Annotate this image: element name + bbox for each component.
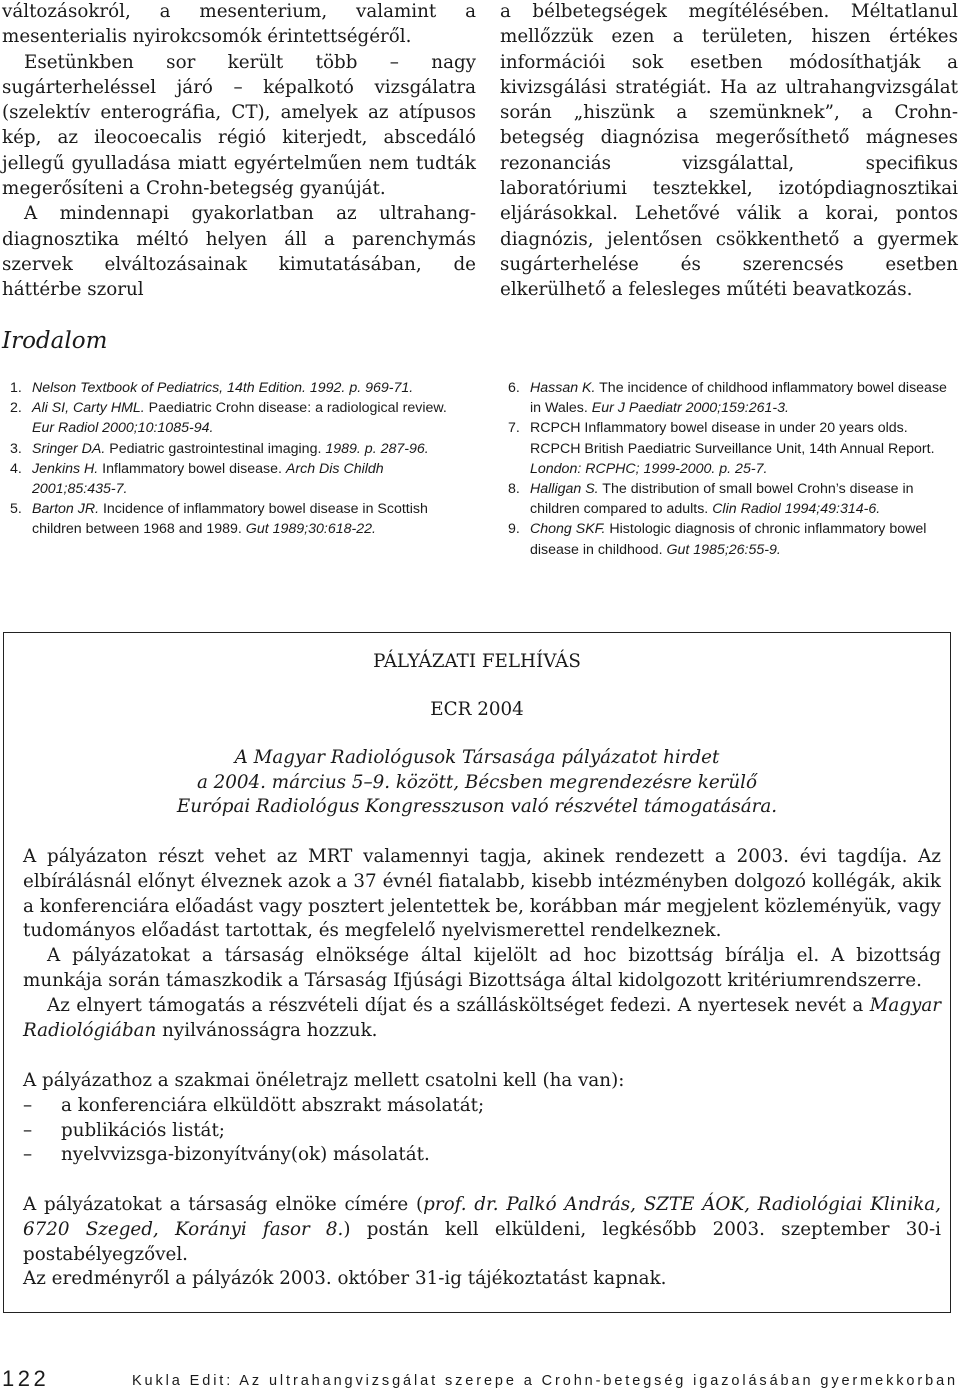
reference-item	[508, 519, 960, 559]
call-for-applications-box	[3, 632, 951, 1313]
result-paragraph: Az eredményről a pályázók 2003. október 31-ig tájékoztatást kapnak.	[23, 1268, 667, 1290]
attachment-intro: A pályázathoz a szakmai önéletrajz mellett csatolni kell (ha van):	[23, 1070, 625, 1091]
reference-number: 2.	[10, 400, 22, 417]
call-announcement	[4, 746, 950, 820]
reference-journal: Arch Dis Childh 2001;85:435-7.	[32, 460, 384, 498]
attachment-item: – a konferenciára elküldött abszrakt másolatát;	[23, 1094, 485, 1116]
reference-journal: 1989. p. 287-96.	[325, 440, 429, 457]
attachment-list	[23, 1069, 941, 1168]
reference-journal: London: RCPHC; 1999-2000. p. 25-7.	[530, 460, 768, 477]
reference-journal: Gut 1989;30:618-22.	[245, 521, 376, 538]
paragraph: Esetünkben sor került több – nagy sugárterheléssel járó – képalkotó vizsgálatra (szelektív enterográfia, CT), amelyek az atípusos kép, az ileocoecalis régió kiterjedt, abscedáló jellegű gyulladása miatt egyértelműen nem tudták megerősíteni a Crohn-betegség gyanúját.	[2, 51, 476, 200]
page-footer	[2, 1367, 958, 1393]
paragraph	[23, 994, 941, 1044]
reference-journal: Gut 1985;26:55-9.	[666, 541, 781, 558]
reference-title: Histologic diagnosis of chronic inflammatory bowel disease in childhood.	[530, 521, 927, 558]
reference-list-left	[10, 378, 462, 540]
paragraph: a bélbetegségek megítélésében. Méltatlanul mellőzzük ezen a területen, hiszen értékes információi sok esetben módosíthatják a kivizsgálási stratégiát. Ha az ultrahangvizsgálat során „hiszünk a szemünknek”, a Crohn-betegség diagnózisa megerősíthető mágneses rezonanciás vizsgálattal, specifikus laboratóriumi tesztekkel, izotópdiagnosztikai eljárásokkal. Lehetővé válik a korai, pontos diagnózis, jelentősen csökkenthető a gyermek sugárterhelése és szerencsés esetben elkerülhető a felesleges műtéti beavatkozás.	[500, 1, 958, 301]
call-title: PÁLYÁZATI FELHÍVÁS	[373, 651, 581, 672]
announcement-line: a 2004. március 5–9. között, Bécsben megrendezésre kerülő	[196, 771, 758, 793]
reference-author: Halligan S.	[530, 481, 599, 498]
paragraph: változásokról, a mesenterium, valamint a mesenterialis nyirokcsomók érintettségéről.	[2, 1, 476, 48]
reference-text: Nelson Textbook of Pediatrics, 14th Edition. 1992. p. 969-71.	[32, 380, 414, 396]
postal-address: prof. dr. Palkó András, SZTE ÁOK, Radiológiai Klinika, 6720 Szeged, Korányi fasor 8.	[23, 1194, 941, 1240]
submission-paragraph: A pályázatokat a társaság elnöke címére (prof. dr. Palkó András, SZTE ÁOK, Radiológiai Klinika, 6720 Szeged, Korányi fasor 8.) postán kell elküldeni, legkésőbb 2003. szeptember 30-i postabélyegzővel.	[23, 1194, 941, 1265]
right-text-column	[500, 0, 958, 303]
reference-journal: Clin Radiol 1994;49:314-6.	[712, 501, 881, 518]
reference-author: Ali SI, Carty HML.	[32, 400, 145, 417]
reference-title: The incidence of childhood inflammatory bowel disease in Wales.	[530, 380, 947, 417]
reference-author: Barton JR.	[32, 501, 100, 518]
reference-number: 6.	[508, 380, 520, 396]
reference-number: 1.	[10, 380, 22, 396]
paragraph: A pályázatokat a társaság elnöksége által kijelölt ad hoc bizottság bírálja el. A bizottság munkája során támaszkodik a Társaság Ifjúsági Bizottsága által kidolgozott kritériumrendszerre.	[23, 945, 941, 991]
submission-info	[23, 1193, 941, 1292]
reference-item	[10, 459, 462, 499]
reference-journal: Eur Radiol 2000;10:1085-94.	[32, 420, 214, 437]
reference-author: Sringer DA.	[32, 440, 106, 457]
page-number: 122	[2, 1366, 50, 1391]
body3-prefix: Az elnyert támogatás a részvételi díjat és a szállásköltséget fedezi. A nyertesek nevét a	[47, 994, 870, 1016]
reference-title: Paediatric Crohn disease: a radiological review.	[144, 400, 447, 417]
paragraph: A mindennapi gyakorlatban az ultrahang-diagnosztika méltó helyen áll a parenchymás szervek elváltozásainak kimutatásában, de háttérbe szorul	[2, 203, 476, 301]
reference-title: RCPCH Inflammatory bowel disease in under 20 years olds. RCPCH British Paediatric Surveillance Unit, 14th Annual Report.	[530, 420, 935, 457]
reference-item	[508, 378, 960, 418]
attachment-item: – publikációs listát;	[23, 1119, 225, 1141]
journal-name: Magyar Radiológiában	[23, 994, 941, 1041]
reference-author: Hassan K.	[530, 380, 596, 396]
reference-item	[10, 499, 462, 539]
references-heading: Irodalom	[2, 328, 108, 354]
running-title: Kukla Edit: Az ultrahangvizsgálat szerepe a Crohn-betegség igazolásában gyermekkorban	[131, 1373, 958, 1389]
attachment-item: – nyelvvizsga-bizonyítvány(ok) másolatát.	[23, 1144, 430, 1166]
reference-list-right	[508, 378, 960, 560]
reference-journal: Eur J Paediatr 2000;159:261-3.	[591, 400, 789, 417]
reference-number: 3.	[10, 440, 22, 457]
reference-item	[10, 378, 462, 398]
reference-title: Pediatric gastrointestinal imaging.	[105, 440, 326, 457]
announcement-line: Európai Radiológus Kongresszuson való részvétel támogatására.	[176, 796, 778, 817]
reference-author: Chong SKF.	[530, 521, 606, 538]
reference-item	[10, 398, 462, 438]
reference-author: Jenkins H.	[32, 460, 99, 477]
left-text-column	[2, 0, 476, 303]
reference-number: 5.	[10, 501, 22, 518]
reference-number: 4.	[10, 460, 22, 477]
reference-item	[10, 439, 462, 459]
reference-title: The distribution of small bowel Crohn’s disease in children compared to adults.	[530, 481, 914, 518]
announcement-line: A Magyar Radiológusok Társasága pályázatot hirdet	[234, 747, 720, 768]
reference-number: 9.	[508, 521, 520, 538]
reference-title: Incidence of inflammatory bowel disease in Scottish children between 1968 and 1989.	[32, 501, 428, 538]
reference-number: 7.	[508, 420, 520, 437]
call-subtitle: ECR 2004	[430, 699, 524, 720]
reference-item	[508, 418, 960, 479]
call-body	[23, 845, 941, 1043]
reference-number: 8.	[508, 481, 520, 498]
paragraph: A pályázaton részt vehet az MRT valamennyi tagja, akinek rendezett a 2003. évi tagdíja. Az elbírálásnál előnyt élveznek azok a 37 évnél fiatalabb, kisebb intézményben dolgozó kollégák, akik a konferenciára előadást vagy posztert jelentettek be, korábban már megjelent közleményük, vagy tudományos előadást tartottak, és megfelelő nyelvismerettel rendelkeznek.	[23, 846, 941, 942]
body3-suffix: nyilvánosságra hozzuk.	[156, 1019, 378, 1041]
reference-title: Inflammatory bowel disease.	[98, 460, 286, 477]
reference-item	[508, 479, 960, 519]
